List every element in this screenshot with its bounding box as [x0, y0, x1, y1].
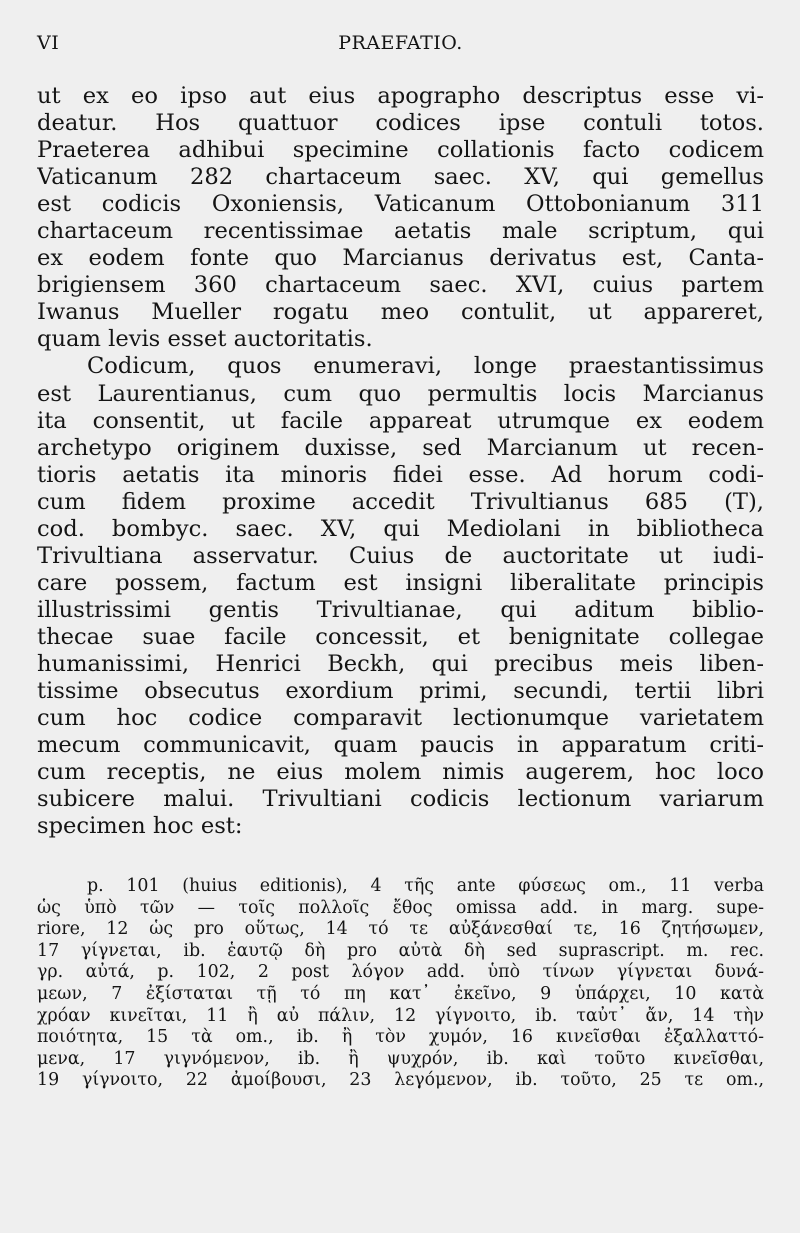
collation-notes: [37, 876, 764, 1092]
text-line: thecae suae facile concessit, et benignitate collegae: [37, 623, 764, 650]
text-line: ex eodem fonte quo Marcianus derivatus est, Canta-: [37, 245, 764, 272]
text-line: chartaceum recentissimae aetatis male scriptum, qui: [37, 218, 764, 245]
note-line: ποιότητα, 15 τὰ om., ib. ἢ τὸν χυμόν, 16 κινεῖσθαι ἐξαλλαττό-: [37, 1027, 764, 1048]
text-line: illustrissimi gentis Trivultianae, qui aditum biblio-: [37, 596, 764, 623]
text-line: tioris aetatis ita minoris fidei esse. Ad horum codi-: [37, 461, 764, 488]
note-line: μενα, 17 γιγνόμενον, ib. ἢ ψυχρόν, ib. καὶ τοῦτο κινεῖσθαι,: [37, 1048, 764, 1069]
note-line: γρ. αὐτά, p. 102, 2 post λόγον add. ὑπὸ τίνων γίγνεται δυνά-: [37, 962, 764, 983]
paragraph-start-line: Codicum, quos enumeravi, longe praestantissimus: [87, 353, 764, 380]
text-line: cum fidem proxime accedit Trivultianus 685 (T),: [37, 488, 764, 515]
main-text: [37, 83, 764, 840]
note-line: p. 101 (huius editionis), 4 τῆς ante φύσεως om., 11 verba: [87, 876, 764, 896]
running-head: [37, 32, 764, 60]
text-line: cum hoc codice comparavit lectionumque varietatem: [37, 705, 764, 732]
text-line: brigiensem 360 chartaceum saec. XVI, cuius partem: [37, 272, 764, 299]
text-line: mecum communicavit, quam paucis in apparatum criti-: [37, 732, 764, 759]
text-line: archetypo originem duxisse, sed Marcianum ut recen-: [37, 434, 764, 461]
note-line: ὡς ὑπὸ τῶν — τοῖς πολλοῖς ἔθος omissa add. in marg. supe-: [37, 897, 764, 918]
text-line: Iwanus Mueller rogatu meo contulit, ut appareret,: [37, 299, 764, 326]
running-title: PRAEFATIO.: [338, 32, 463, 54]
text-line: subicere malui. Trivultiani codicis lectionum variarum: [37, 786, 764, 813]
text-line: Praeterea adhibui specimine collationis facto codicem: [37, 137, 764, 164]
text-line: est Laurentianus, cum quo permultis locis Marcianus: [37, 380, 764, 407]
text-line: cod. bombyc. saec. XV, qui Mediolani in bibliotheca: [37, 515, 764, 542]
text-line: quam levis esset auctoritatis.: [37, 326, 373, 353]
note-line: μεων, 7 ἐξίσταται τῇ τό πη κατ᾽ ἐκεῖνο, 9 ὑπάρχει, 10 κατὰ: [37, 983, 764, 1004]
text-line: deatur. Hos quattuor codices ipse contuli totos.: [37, 110, 764, 137]
text-line: care possem, factum est insigni liberalitate principis: [37, 569, 764, 596]
note-line: riore, 12 ὡς pro οὕτως, 14 τό τε αὐξάνεσθαί τε, 16 ζητήσωμεν,: [37, 919, 764, 940]
note-line: 19 γίγνοιτο, 22 ἀμοίβουσι, 23 λεγόμενον, ib. τοῦτο, 25 τε om.,: [37, 1070, 764, 1091]
text-line: Trivultiana asservatur. Cuius de auctoritate ut iudi-: [37, 542, 764, 569]
text-line: specimen hoc est:: [37, 813, 243, 840]
text-line: est codicis Oxoniensis, Vaticanum Ottobonianum 311: [37, 191, 764, 218]
note-line: 17 γίγνεται, ib. ἑαυτῷ δὴ pro αὐτὰ δὴ sed suprascript. m. rec.: [37, 940, 764, 961]
text-line: ita consentit, ut facile appareat utrumque ex eodem: [37, 407, 764, 434]
text-line: ut ex eo ipso aut eius apographo descriptus esse vi-: [37, 83, 764, 109]
text-line: tissime obsecutus exordium primi, secundi, tertii libri: [37, 678, 764, 705]
note-line: χρόαν κινεῖται, 11 ἢ αὖ πάλιν, 12 γίγνοιτο, ib. ταὖτ᾽ ἄν, 14 τὴν: [37, 1005, 764, 1026]
page-number: VI: [37, 32, 60, 54]
text-line: cum receptis, ne eius molem nimis augerem, hoc loco: [37, 759, 764, 786]
text-line: Vaticanum 282 chartaceum saec. XV, qui gemellus: [37, 164, 764, 191]
text-line: humanissimi, Henrici Beckh, qui precibus meis liben-: [37, 650, 764, 677]
